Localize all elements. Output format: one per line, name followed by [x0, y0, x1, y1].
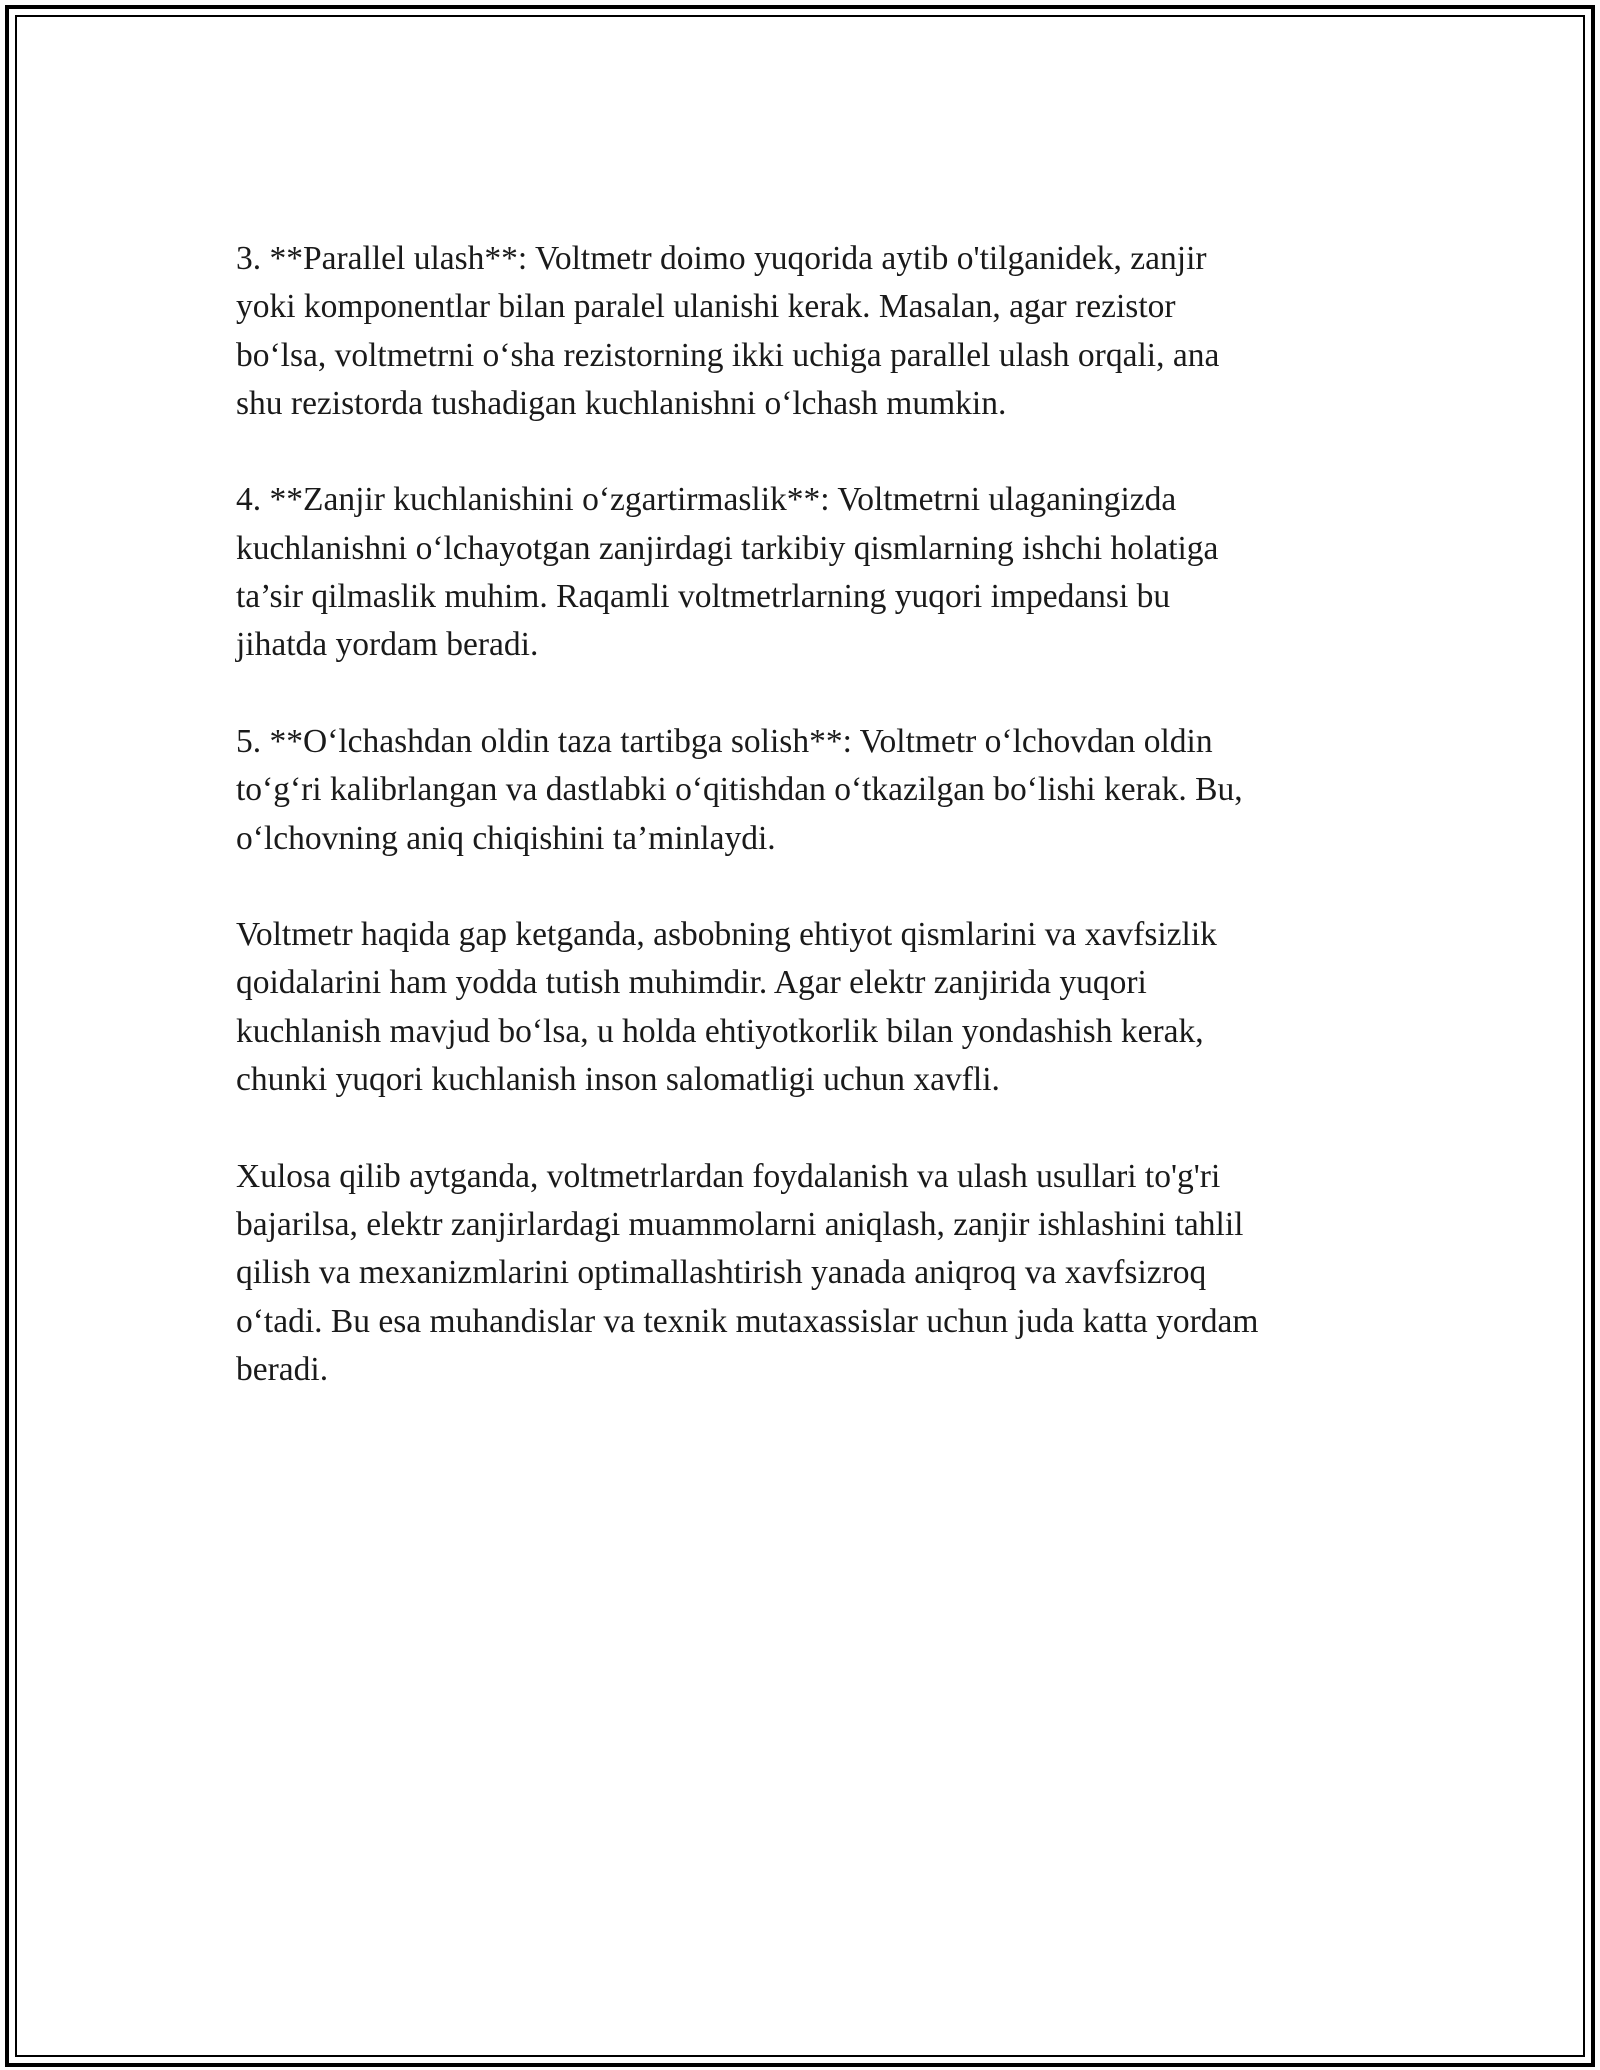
paragraph-calibration: 5. **O‘lchashdan oldin taza tartibga solish**: Voltmetr o‘lchovdan oldin to‘g‘ri kalibrlangan va dastlabki o‘qitishdan o‘tkazilgan bo‘lishi kerak. Bu, o‘lchovning aniq chiqishini ta’minlaydi. — [236, 722, 1243, 857]
document-body — [236, 235, 1366, 1442]
paragraph-conclusion: Xulosa qilib aytganda, voltmetrlardan foydalanish va ulash usullari to'g'ri bajarilsa, elektr zanjirlardagi muammolarni aniqlash, zanjir ishlashini tahlil qilish va mexanizmlarini optimallashtirish yanada aniqroq va xavfsizroq o‘tadi. Bu esa muhandislar va texnik mutaxassislar uchun juda katta yordam beradi. — [236, 1157, 1259, 1388]
paragraph-parallel-connection: 3. **Parallel ulash**: Voltmetr doimo yuqorida aytib o'tilganidek, zanjir yoki komponentlar bilan paralel ulanishi kerak. Masalan, agar rezistor bo‘lsa, voltmetrni o‘sha rezistorning ikki uchiga parallel ulash orqali, ana shu rezistorda tushadigan kuchlanishni o‘lchash mumkin. — [236, 240, 1220, 422]
paragraph-safety: Voltmetr haqida gap ketganda, asbobning ehtiyot qismlarini va xavfsizlik qoidalarini ham yodda tutish muhimdir. Agar elektr zanjirida yuqori kuchlanish mavjud bo‘lsa, u holda ehtiyotkorlik bilan yondashish kerak, chunki yuqori kuchlanish inson salomatligi uchun xavfli. — [236, 916, 1217, 1099]
paragraph-circuit-voltage: 4. **Zanjir kuchlanishini o‘zgartirmaslik**: Voltmetrni ulaganingizda kuchlanishni o‘lchayotgan zanjirdagi tarkibiy qismlarning ishchi holatiga ta’sir qilmaslik muhim. Raqamli voltmetrlarning yuqori impedansi bu jihatda yordam beradi. — [236, 481, 1219, 664]
